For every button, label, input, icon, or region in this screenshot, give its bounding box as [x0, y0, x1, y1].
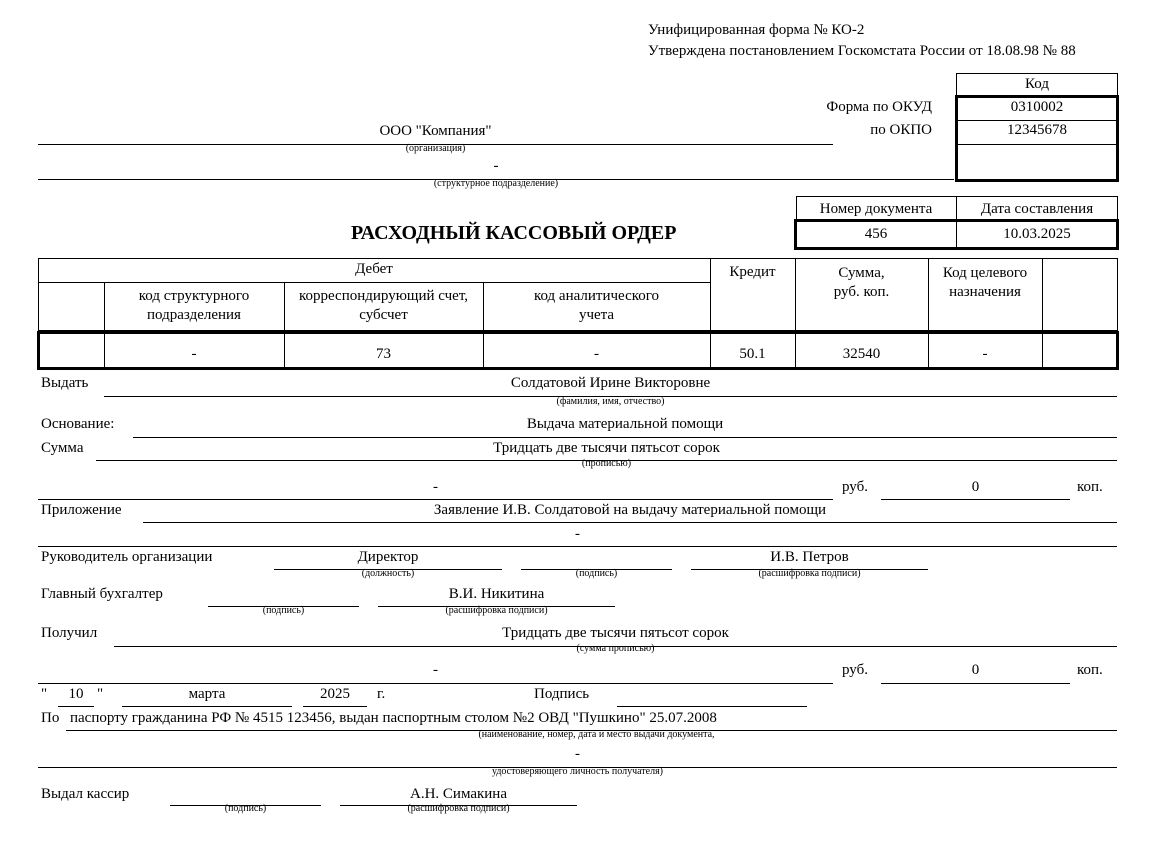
- doc-caption-1: (наименование, номер, дата и место выдачи документа,: [478, 729, 715, 740]
- doc-number: 456: [864, 226, 888, 242]
- code-header-cell: [956, 73, 1118, 97]
- received-label: Получил: [41, 625, 98, 641]
- row-analytic: -: [594, 346, 599, 362]
- issue-label: Выдать: [41, 375, 89, 391]
- head-position: Директор: [357, 549, 419, 565]
- doc-line2: -: [575, 746, 580, 762]
- organization-caption: (организация): [405, 143, 466, 154]
- row-credit: 50.1: [739, 346, 766, 362]
- chief-decode-caption: (расшифровка подписи): [445, 605, 548, 616]
- basis-label: Основание:: [41, 416, 115, 432]
- row-account: 73: [376, 346, 391, 362]
- division-value: -: [493, 158, 499, 174]
- month-value: марта: [188, 686, 226, 702]
- cashier-name: А.Н. Симакина: [410, 786, 507, 802]
- received-sum-words: Тридцать две тысячи пятьсот сорок: [502, 625, 729, 641]
- attachment-label: Приложение: [41, 502, 122, 518]
- received-kop-label: коп.: [1077, 662, 1103, 678]
- received-caption: (сумма прописью): [576, 643, 655, 654]
- division-caption: (структурное подразделение): [433, 178, 559, 189]
- okpo-value: 12345678: [1007, 122, 1067, 138]
- attachment-value: Заявление И.В. Солдатовой на выдачу материальной помощи: [433, 502, 827, 518]
- col-division-header: код структурного подразделения: [138, 288, 250, 323]
- head-label: Руководитель организации: [41, 549, 213, 565]
- credit-header: Кредит: [729, 264, 776, 280]
- basis-value: Выдача материальной помощи: [526, 416, 724, 432]
- kop-value: 0: [971, 479, 980, 495]
- okud-label: Форма по ОКУД: [826, 99, 932, 115]
- quote-open: ": [41, 686, 48, 702]
- cashier-decode-caption: (расшифровка подписи): [407, 803, 510, 814]
- doc-number-label: Номер документа: [819, 201, 933, 217]
- okpo-label: по ОКПО: [870, 122, 932, 138]
- position-caption: (должность): [361, 568, 415, 579]
- issue-to: Солдатовой Ирине Викторовне: [510, 375, 711, 391]
- head-signature-caption: (подпись): [575, 568, 618, 579]
- row-purpose: -: [982, 346, 988, 362]
- chief-name: В.И. Никитина: [448, 586, 545, 602]
- sign-label: Подпись: [534, 686, 590, 702]
- year-suffix: г.: [377, 686, 386, 702]
- doc-date-label: Дата составления: [980, 201, 1094, 217]
- cashier-label: Выдал кассир: [41, 786, 130, 802]
- day-value: 10: [68, 686, 84, 702]
- quote-close: ": [97, 686, 104, 702]
- issue-caption: (фамилия, имя, отчество): [556, 396, 665, 407]
- sum-words: Тридцать две тысячи пятьсот сорок: [493, 440, 720, 456]
- head-decode-caption: (расшифровка подписи): [758, 568, 861, 579]
- doc-date: 10.03.2025: [1003, 226, 1071, 242]
- sum-header: Сумма, руб. коп.: [833, 265, 890, 300]
- cashier-signature-caption: (подпись): [224, 803, 267, 814]
- year-value: 2025: [320, 686, 350, 702]
- debit-header: Дебет: [355, 261, 393, 277]
- chief-signature-caption: (подпись): [262, 605, 305, 616]
- form-name: Унифицированная форма № КО-2: [648, 22, 865, 38]
- col-analytic-header: код аналитического учета: [533, 288, 660, 323]
- received-kop-value: 0: [971, 662, 980, 678]
- attachment-line2: -: [575, 526, 580, 542]
- page-title: РАСХОДНЫЙ КАССОВЫЙ ОРДЕР: [351, 222, 677, 244]
- organization-name: ООО "Компания": [379, 123, 492, 139]
- head-name: И.В. Петров: [770, 549, 849, 565]
- code-header: Код: [1025, 76, 1049, 92]
- row-division: -: [191, 346, 197, 362]
- row-sum: 32540: [842, 346, 881, 362]
- sum-label: Сумма: [41, 440, 84, 456]
- po-label: По: [41, 710, 60, 726]
- doc-caption-2: удостоверяющего личность получателя): [491, 766, 664, 777]
- id-document: паспорту гражданина РФ № 4515 123456, выдан паспортным столом №2 ОВД "Пушкино" 25.07.2008: [70, 710, 717, 726]
- purpose-header: Код целевого назначения: [942, 265, 1028, 300]
- chief-label: Главный бухгалтер: [41, 586, 163, 602]
- sum-caption: (прописью): [581, 458, 632, 469]
- rub-label: руб.: [842, 479, 868, 495]
- form-approval: Утверждена постановлением Госкомстата России от 18.08.98 № 88: [648, 43, 1076, 59]
- okud-value: 0310002: [1010, 99, 1064, 115]
- received-rub-label: руб.: [842, 662, 868, 678]
- sum-line2: -: [433, 479, 438, 495]
- kop-label: коп.: [1077, 479, 1103, 495]
- col-account-header: корреспондирующий счет, субсчет: [298, 288, 469, 323]
- received-line2: -: [433, 662, 438, 678]
